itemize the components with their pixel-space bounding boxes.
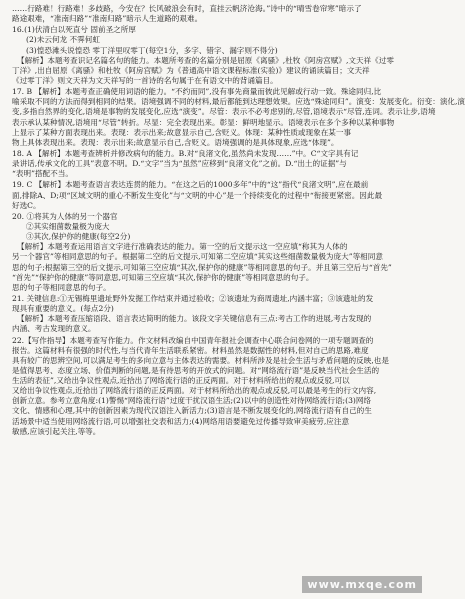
- analysis-line: 录讲话,传承文化的工具”表意不明。D.“文字”当为“虽然”应移到“良渚文化”之前。D.“出土的证据”与: [12, 159, 347, 169]
- analysis-line: 《过零丁洋》则文天祥为文天祥写的一首诗的名句属于在有语文中的背诵篇目。: [12, 75, 278, 85]
- answer-line: (2)未云何龙 不霁何虹: [26, 35, 100, 45]
- analysis-line: 表示承认某种情况,语境用“尽管”转折。尽显：完全表现出来。彰显：鲜明地显示。语境表示在多个多种以某种事物: [12, 117, 395, 127]
- analysis-line: 思的句子;根据第三空的后文提示,可知第三空应填“其次,保护你的健康”等相同意思的句子。并且第三空后与“首先”: [12, 262, 392, 272]
- analysis-line: 18. A 【解析】本题考查辨析并修改病句的能力。B.对“良渚文化,虽然尚未发现……”中。C“文字具有记: [12, 148, 359, 158]
- answer-line: (3)惶恐滩头说惶恐 零丁洋里叹零丁(每空1分，多字、错字、漏字则不得分): [26, 45, 278, 55]
- watermark: www.mxqe.com: [302, 576, 422, 593]
- analysis-line: 17. B 【解析】本题考查正确使用词语的能力。“不约而同”,没有事先商量而彼此见解或行动一致。殊途同归,比: [12, 87, 382, 97]
- analysis-line: “表明”搭配不当。: [12, 169, 73, 179]
- answer-line: 20. ①将其为人体的另一个器官: [12, 211, 118, 221]
- analysis-line: 面,排除A、D;项“区域文明的重心不断发生变化”与“文明的中心”是一个持续变化的过程中“衔接更紧密。因此最: [12, 190, 383, 200]
- analysis-line: 19. C 【解析】本题考查语言表达连贯的能力。“在这之后的1000多年”中的“这”指代“良渚文明”,应在最前: [12, 180, 369, 190]
- analysis-line: 文化、情感和心理,其中的创新因素为现代汉语注入新活力;(3)语言是不断发展变化的,网络流行语有自己的生: [12, 406, 372, 416]
- analysis-line: “首先”“保护你的健康”等同意思,可知第三空应填“其次,保护你的健康”等相同意思的句子。: [12, 272, 314, 282]
- answer-line: ②其实细菌数量极为庞大: [26, 221, 110, 231]
- analysis-line: 又给出争议性观点,近拾出了网络流行语的正反两面。对于材料所给出的观点或反驳,可以最是考生的行文内容,: [12, 386, 377, 396]
- question-19: [12, 180, 416, 210]
- question-18: [12, 149, 416, 179]
- analysis-line: 物上具体表现出来。表现：表示出来;故意显示自己,含贬义。语境强调的是具体现象,应选“体现”。: [12, 137, 339, 147]
- q15-tail-section: [12, 4, 416, 24]
- analysis-line: 另一个器官”等相同意思的句子。根据第二空的后文提示,可知第二空应填“其实这些细菌数量极为庞大”等相同意: [12, 252, 383, 262]
- answer-line: 现具有重要的意义。(每点2分): [12, 304, 114, 314]
- answer-line: 21. 关键信息:①无锡梅里遗址野外发掘工作结束并通过验收；②该遗址为商周遗址,内涵丰富；③该遗址的发: [12, 293, 374, 303]
- analysis-line: 好选C。: [12, 200, 41, 210]
- analysis-line: 丁洋》,出自屈原《离骚》和杜牧《阿房宫赋》为《普通高中语文课程标准(实验)》建议的诵读篇目；文天祥: [12, 65, 370, 75]
- analysis-line: 喻采取不同的方法而得到相同的结果。语境强调不同的材料,最后都能到达理想效果。应选“殊途同归”。演变：发展变化。衍变：演化,演: [12, 97, 465, 107]
- analysis-line: 报告。这篇材料有很强的时代性,与当代青年生活联系紧密。材料虽然是数据性的材料,但对自己的思路,难度: [12, 345, 369, 355]
- analysis-line: 22.【写作指导】本题考查写作能力。作文材料改编自中国青年报社会调查中心联合问卷网的一项专题调查的: [12, 335, 374, 345]
- analysis-line: 【解析】本题考查识记名篇名句的能力。本题所考查的名篇分别是屈原《离骚》,杜牧《阿房宫赋》,文天祥《过零: [17, 55, 394, 65]
- analysis-line: 上显示了某种方面表现出来。表现：表示出来;故意显示自己,含贬义。体现：某种性质或现象在某一事: [12, 127, 352, 137]
- question-22: [12, 336, 416, 437]
- analysis-line: 创新立意。参考立意角度:(1)警惕“网络流行语”过度干扰汉语生活;(2)以中的创造性对待网络流行语;(3)网络: [12, 396, 372, 406]
- analysis-line: 具有较广的思辨空间,可以满足考生的多向立意与主体表达的需要。材料所涉及是社会生活与矛盾问题的反映,也是: [12, 355, 389, 365]
- answer-line: ③其次,保护你的健康(每空2分): [26, 232, 131, 242]
- text-line: 路途艰难，“准南归路”“准南归路”暗示人生道路的艰难。: [12, 14, 203, 24]
- analysis-line: 活场景中适当使用网络流行语,可以增强社交表和活力;(4)网络用语要避免过传播导致审美疲劳,应注意: [12, 416, 350, 426]
- analysis-line: 【解析】本题考查压缩语段、语言表达简明的能力。该段文字关键信息有三点:考古工作的进展,考古发现的: [17, 314, 372, 324]
- answer-line: 16.(1)伏清白以死直兮 固前圣之所厚: [12, 25, 136, 35]
- analysis-line: 变,多指自然界的变化,语境是事物的发展变化,应选“演变”。尽管：表示不必考虑别的,尽管,语境表示“尽管,连词。表示让步,语境: [12, 107, 436, 117]
- analysis-line: 是值得思考、态度立场、价值判断的问题,是有待思考的开放式的问题。对“网络流行语”是反映当代社会生活的: [12, 365, 380, 375]
- analysis-line: 敏感,应该引起关注,等等。: [12, 426, 101, 436]
- question-17: [12, 87, 465, 148]
- analysis-line: 内涵、考古发现的意义。: [12, 324, 96, 334]
- analysis-line: 【解析】本题考查运用语言文字进行准确表达的能力。第一空的后文提示这一空应填“称其为人体的: [17, 242, 348, 252]
- question-16: [12, 25, 416, 86]
- question-20: [12, 212, 416, 293]
- analysis-line: 思的句子等相同意思的句子。: [12, 282, 111, 292]
- question-21: [12, 294, 416, 335]
- text-line: ……行路难！行路难！多歧路，今安在？长风破浪会有时，直挂云帆济沧海。”诗中的“晴雪卷帘寒”暗示了: [12, 4, 362, 13]
- analysis-line: 生活的表征”,又给出争议性观点,近拾出了网络流行语的正反两面。对于材料所给出的观点或反驳,可以: [12, 376, 350, 386]
